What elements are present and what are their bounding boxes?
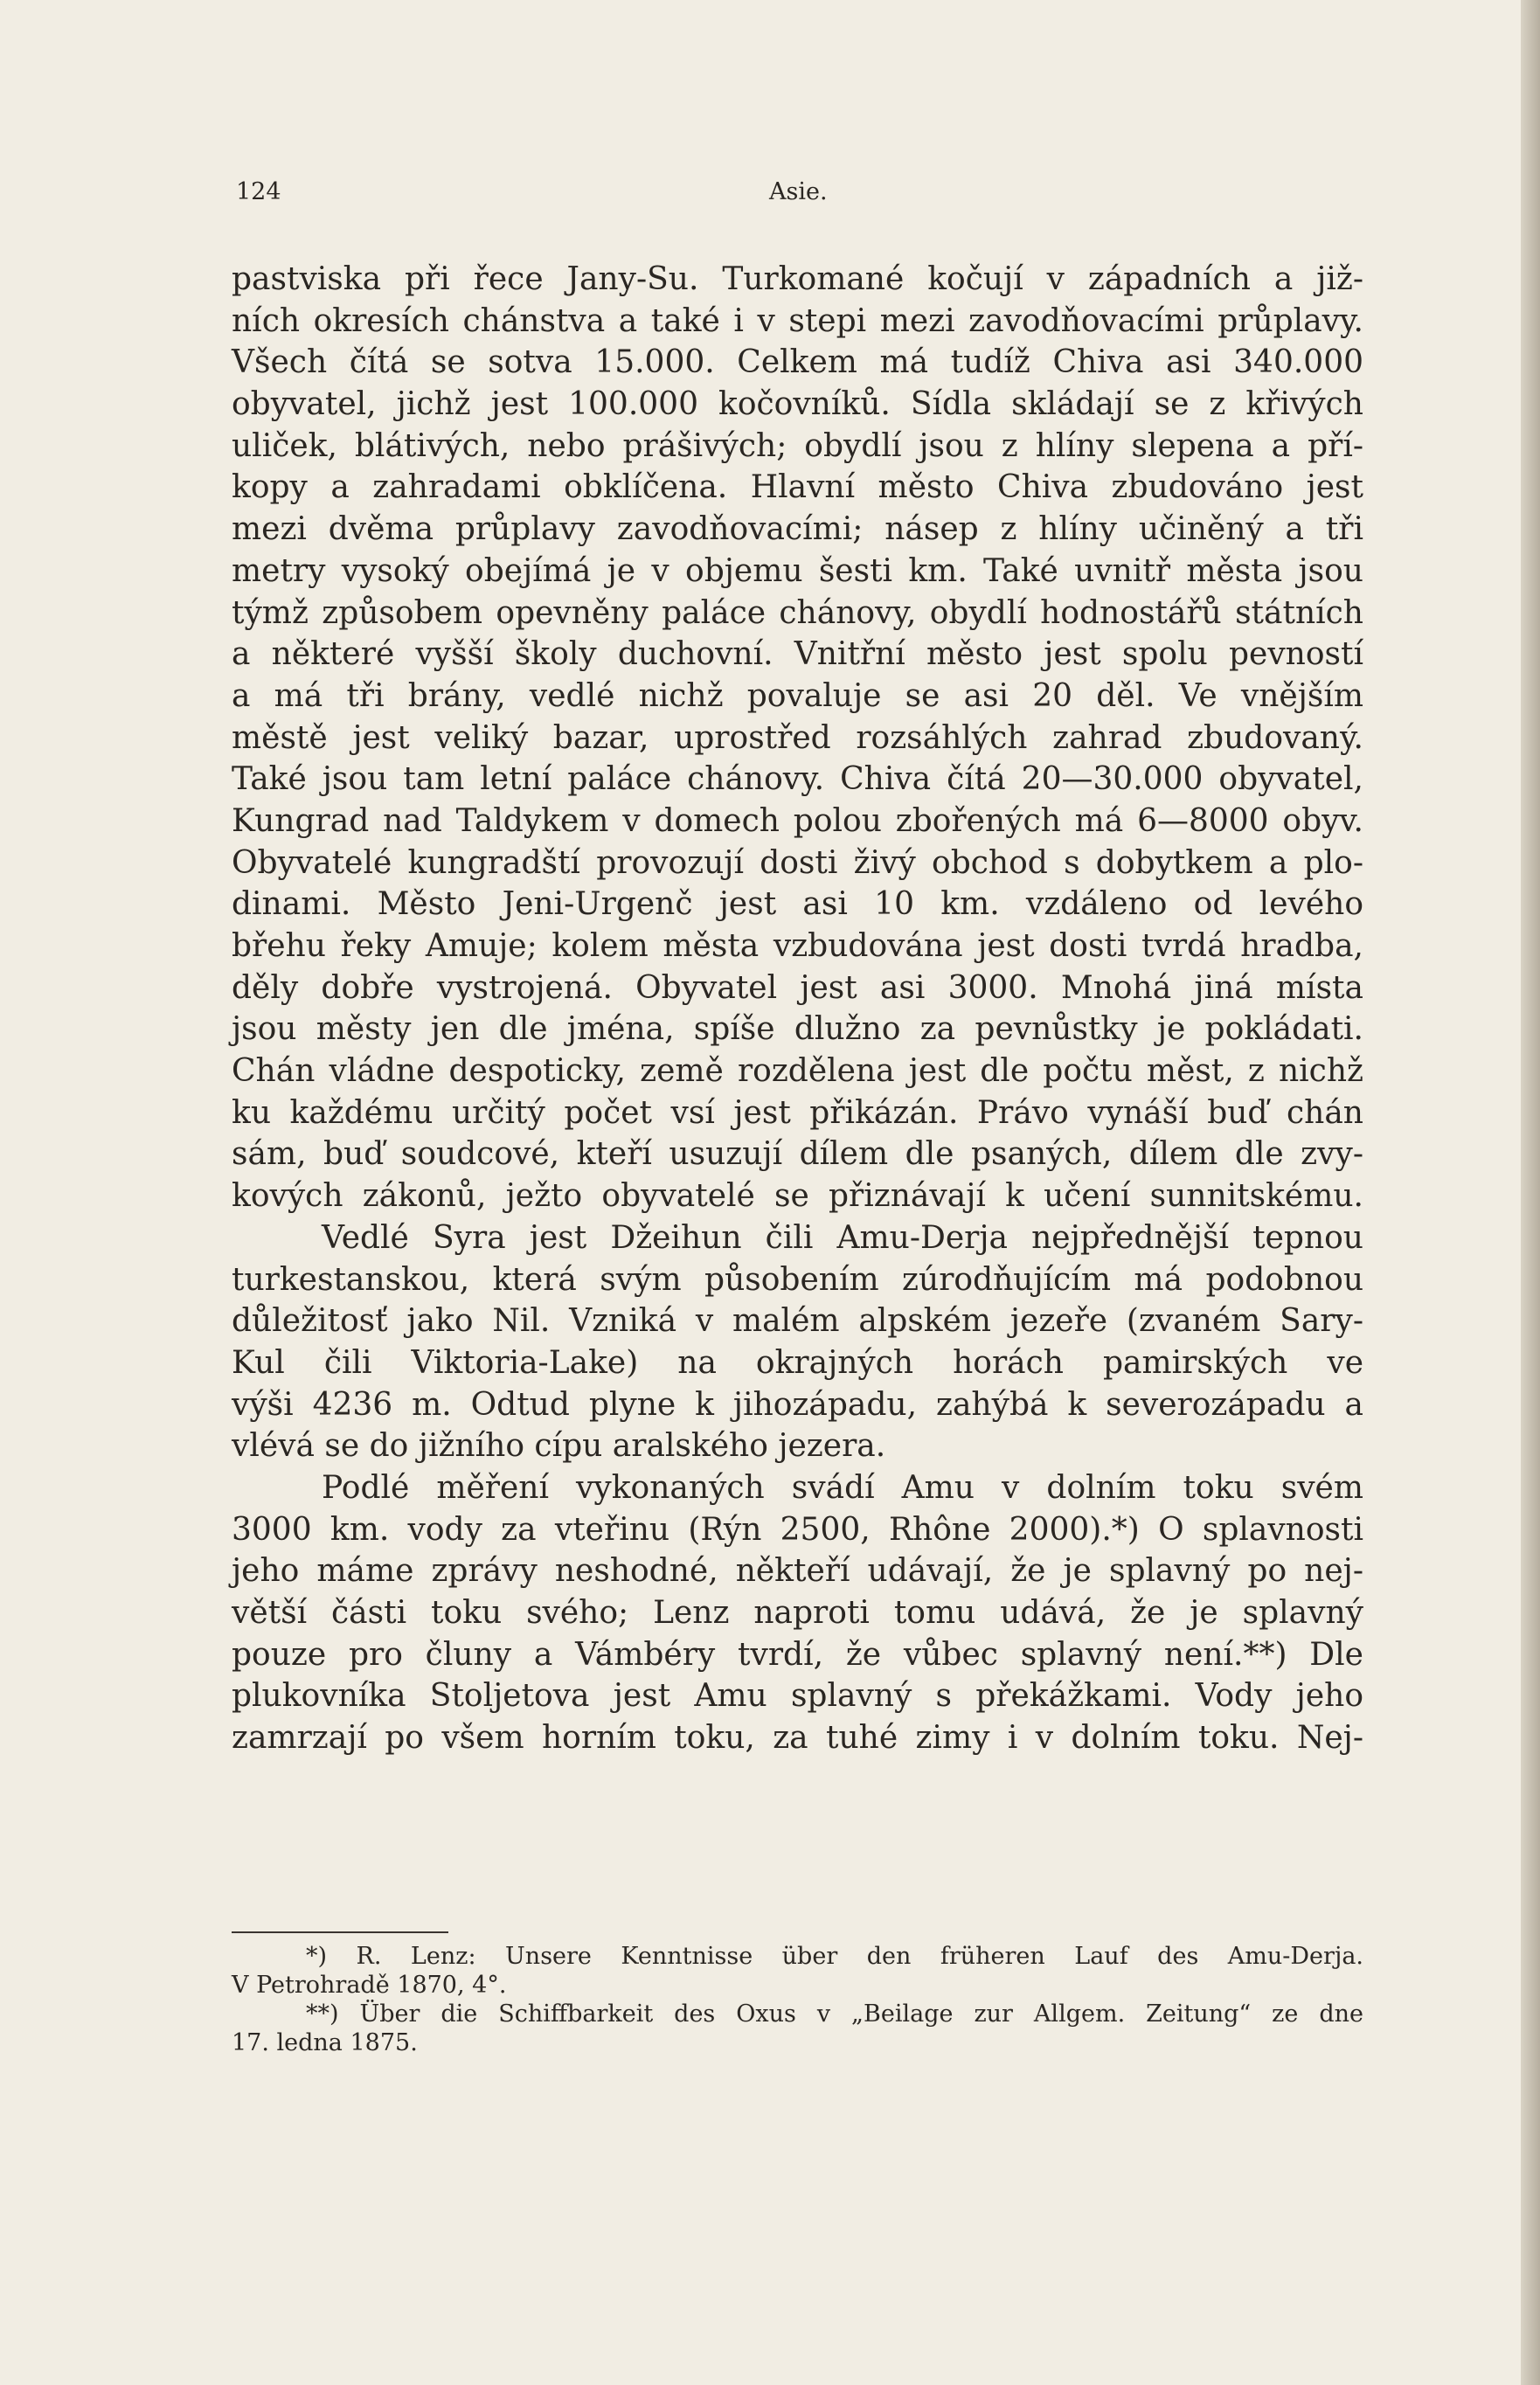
text-line: výši 4236 m. Odtud plyne k jihozápadu, zahýbá k severozápadu a [232,1386,1363,1423]
footnote-separator [232,1931,448,1933]
page-header [236,175,1363,210]
text-line: jeho máme zprávy neshodné, někteří udávají, že je splavný po nej- [232,1553,1363,1590]
text-line: pastviska při řece Jany-Su. Turkomané kočují v západních a již- [232,261,1363,297]
text-line: Také jsou tam letní paláce chánovy. Chiva čítá 20—30.000 obyvatel, [232,761,1363,798]
text-line: plukovníka Stoljetova jest Amu splavný s překážkami. Vody jeho [232,1678,1363,1715]
footnote-line: V Petrohradě 1870, 4°. [232,1972,507,1999]
text-line: zamrzají po všem horním toku, za tuhé zimy i v dolním toku. Nej- [232,1720,1363,1757]
text-line: Chán vládne despoticky, země rozdělena jest dle počtu měst, z nichž [232,1053,1363,1090]
text-line: důležitosť jako Nil. Vzniká v malém alpském jezeře (zvaném Sary- [232,1303,1363,1340]
text-line: týmž způsobem opevněny paláce chánovy, obydlí hodnostářů státních [232,594,1363,631]
body-text [232,259,1363,1759]
text-line: městě jest veliký bazar, uprostřed rozsáhlých zahrad zbudovaný. [232,719,1363,756]
running-head: Asie. [769,178,828,205]
paragraph-start-line: Vedlé Syra jest Džeihun čili Amu-Derja nejpřednější tepnou [322,1219,1363,1256]
text-line: turkestanskou, která svým působením zúrodňujícím má podobnou [232,1261,1363,1298]
text-line: Obyvatelé kungradští provozují dosti živý obchod s dobytkem a plo- [232,844,1363,881]
paragraph-end-line: vlévá se do jižního cípu aralského jezera. [232,1428,886,1465]
text-line: pouze pro čluny a Vámbéry tvrdí, že vůbec splavný není.**) Dle [232,1636,1363,1673]
text-line: uliček, blátivých, nebo prášivých; obydlí jsou z hlíny slepena a pří- [232,427,1363,464]
text-line: a má tři brány, vedlé nichž povaluje se asi 20 děl. Ve vnějším [232,677,1363,714]
footnotes [232,1942,1363,2057]
text-line: děly dobře vystrojená. Obyvatel jest asi 3000. Mnohá jiná místa [232,969,1363,1006]
text-line: kových zákonů, ježto obyvatelé se přiznávají k učení sunnitskému. [232,1178,1363,1215]
text-line: břehu řeky Amuje; kolem města vzbudována jest dosti tvrdá hradba, [232,928,1363,964]
text-line: obyvatel, jichž jest 100.000 kočovníků. Sídla skládají se z křivých [232,386,1363,423]
text-line: kopy a zahradami obklíčena. Hlavní město Chiva zbudováno jest [232,469,1363,506]
text-line: Všech čítá se sotva 15.000. Celkem má tudíž Chiva asi 340.000 [232,344,1363,381]
text-line: ních okresích chánstva a také i v stepi mezi zavodňovacími průplavy. [232,302,1363,339]
text-line: dinami. Město Jeni-Urgenč jest asi 10 km. vzdáleno od levého [232,886,1363,923]
text-line: větší části toku svého; Lenz naproti tomu udává, že je splavný [232,1595,1363,1631]
text-line: metry vysoký obejímá je v objemu šesti km. Také uvnitř města jsou [232,552,1363,589]
text-line: 3000 km. vody za vteřinu (Rýn 2500, Rhône 2000).*) O splavnosti [232,1511,1363,1548]
footnote-line: *) R. Lenz: Unsere Kenntnisse über den früheren Lauf des Amu-Derja. [306,1943,1363,1970]
page-binding-edge [1521,0,1540,2385]
text-line: sám, buď soudcové, kteří usuzují dílem dle psaných, dílem dle zvy- [232,1136,1363,1173]
footnote-line: 17. ledna 1875. [232,2029,418,2056]
text-line: mezi dvěma průplavy zavodňovacími; násep z hlíny učiněný a tři [232,511,1363,548]
text-line: ku každému určitý počet vsí jest přikázán. Právo vynáší buď chán [232,1094,1363,1131]
footnote-line: **) Über die Schiffbarkeit des Oxus v „Beilage zur Allgem. Zeitung“ ze dne [306,2000,1363,2028]
page-number: 124 [236,178,281,205]
text-line: a některé vyšší školy duchovní. Vnitřní město jest spolu pevností [232,636,1363,673]
text-line: Kul čili Viktoria-Lake) na okrajných horách pamirských ve [232,1344,1363,1381]
text-line: jsou městy jen dle jména, spíše dlužno za pevnůstky je pokládati. [232,1011,1363,1048]
text-line: Kungrad nad Taldykem v domech polou zbořených má 6—8000 obyv. [232,802,1363,839]
paragraph-start-line: Podlé měření vykonaných svádí Amu v dolním toku svém [322,1469,1363,1506]
